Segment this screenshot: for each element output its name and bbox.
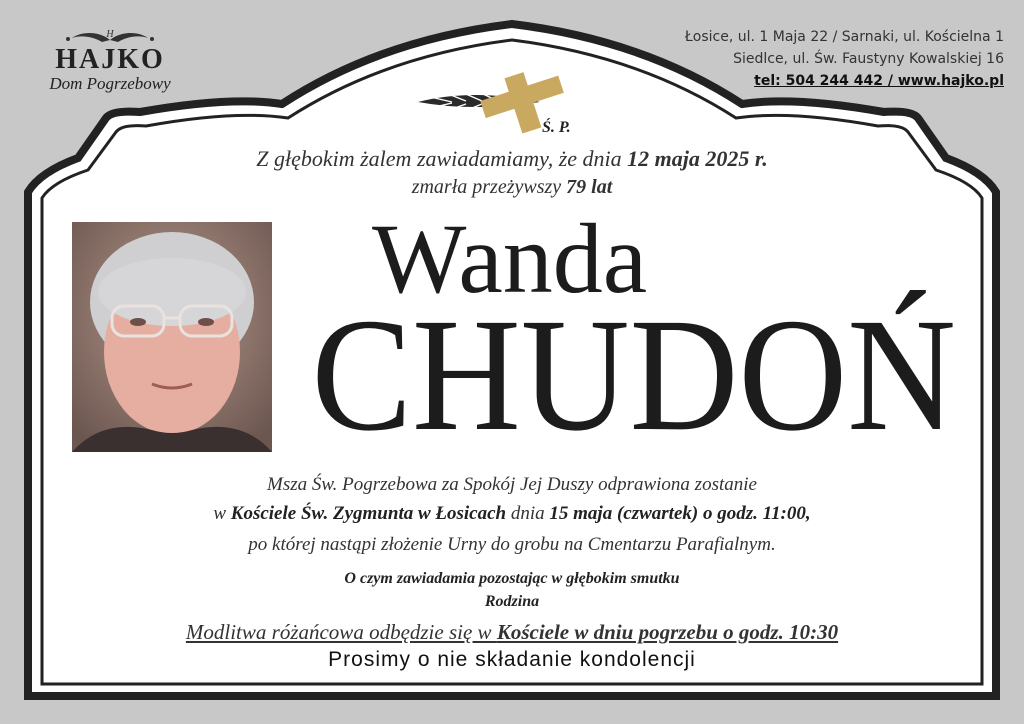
rosary-place-time: Kościele w dniu pogrzebu o godz. 10:30 (496, 620, 839, 644)
church-name: Kościele Św. Zygmunta w Łosicach (230, 503, 507, 524)
family-notice: O czym zawiadamia pozostając w głębokim smutku (344, 570, 680, 587)
death-date: 12 maja 2025 r. (627, 146, 768, 171)
age-value: 79 lat (566, 176, 613, 198)
mass-prefix: w (213, 503, 231, 524)
deceased-last-name: CHUDOŃ (311, 286, 957, 465)
family-signature: Rodzina (484, 593, 540, 610)
contact-phone-website[interactable]: tel: 504 244 442 / www.hajko.pl (754, 73, 1004, 89)
mass-info-line1: Msza Św. Pogrzebowa za Spokój Jej Duszy odprawiona zostanie (267, 474, 757, 495)
mass-info-line2 (0, 503, 1024, 525)
age-text: zmarła przeżywszy (411, 176, 567, 198)
deceased-first-name: Wanda (372, 203, 648, 314)
portrait-illustration (72, 222, 272, 452)
mass-day-word: dnia (506, 503, 550, 524)
logo-brand-name: HAJKO (55, 44, 165, 75)
deceased-photo (72, 222, 272, 452)
logo-subtitle: Dom Pogrzebowy (49, 74, 171, 93)
emblem-caption: Ś. P. (542, 119, 571, 136)
cross-with-palm-icon (412, 72, 612, 136)
funeral-home-logo (30, 26, 190, 94)
contact-info (685, 26, 1004, 92)
rosary-text: Modlitwa różańcowa odbędzie się w (185, 620, 497, 644)
death-announcement-line1 (0, 146, 1024, 172)
contact-address-1: Łosice, ul. 1 Maja 22 / Sarnaki, ul. Kościelna 1 (684, 29, 1004, 45)
intro-text: Z głębokim żalem zawiadamiamy, że dnia (256, 146, 628, 171)
rosary-info (0, 620, 1024, 645)
logo-monogram: H (106, 29, 114, 40)
mass-info-line3: po której nastąpi złożenie Urny do grobu na Cmentarzu Parafialnym. (248, 534, 776, 555)
mass-date-time: 15 maja (czwartek) o godz. 11:00, (549, 503, 811, 524)
condolences-request: Prosimy o nie składanie kondolencji (328, 648, 696, 671)
death-announcement-line2 (0, 176, 1024, 199)
contact-address-2: Siedlce, ul. Św. Faustyny Kowalskiej 16 (733, 51, 1004, 67)
